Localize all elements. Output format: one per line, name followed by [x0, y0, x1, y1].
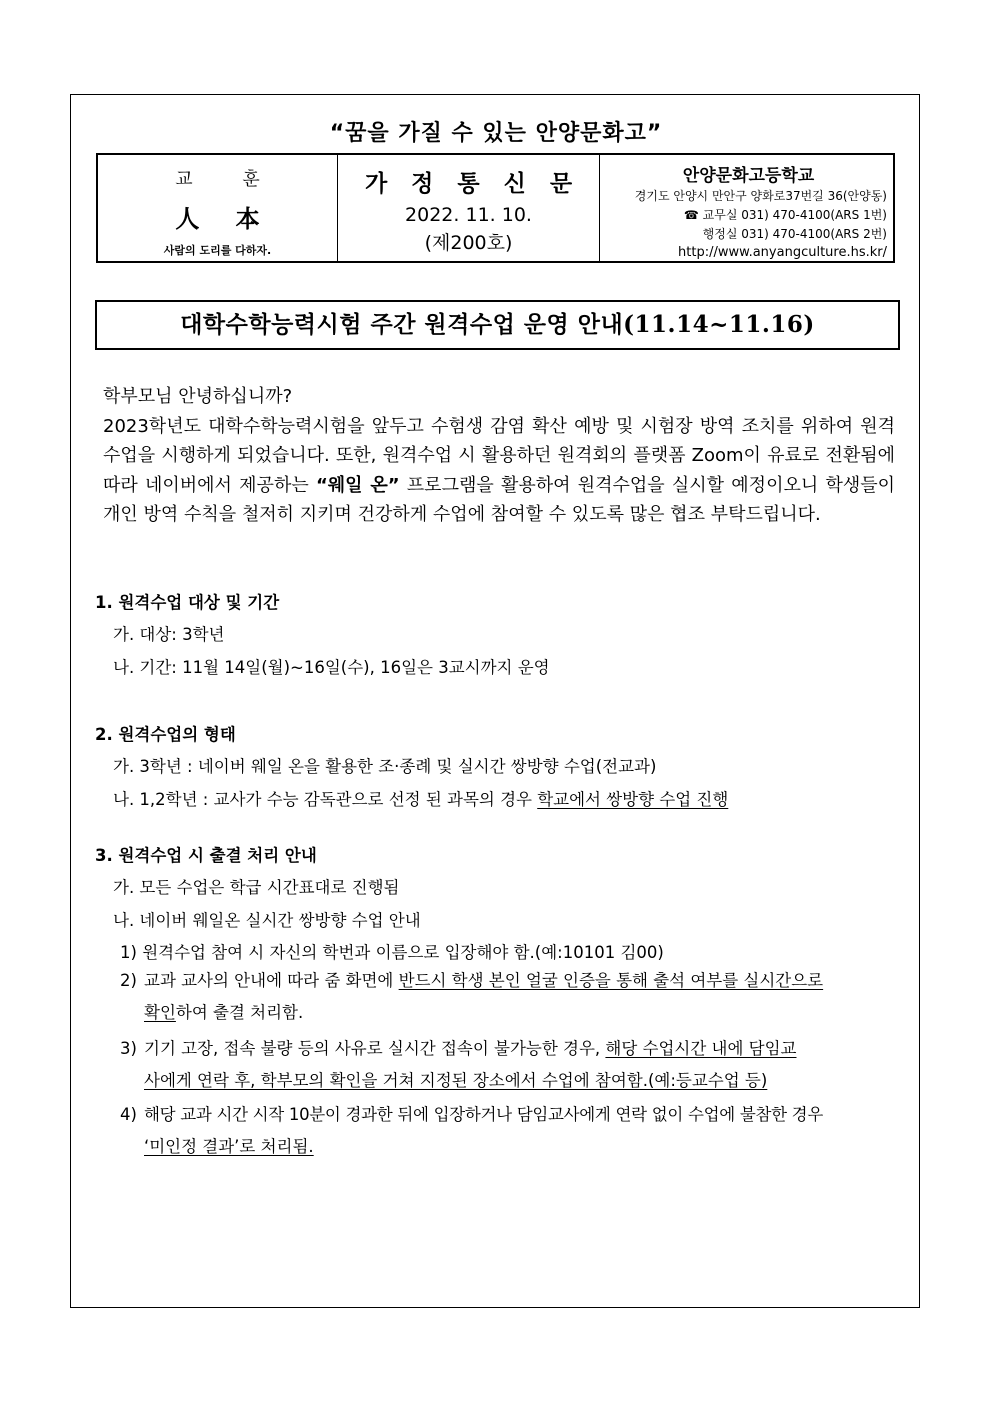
subitem-4-line2 [120, 1131, 898, 1163]
section2-item-b-underline: 학교에서 쌍방향 수업 진행 [537, 790, 729, 809]
section1-item-a: 가. 대상: 3학년 [113, 625, 225, 644]
subitem-3-num: 3) [120, 1039, 137, 1058]
section2-item-a: 가. 3학년 : 네이버 웨일 온을 활용한 조·종례 및 실시간 쌍방향 수업(전교과) [113, 757, 657, 776]
document-title: 대학수학능력시험 주간 원격수업 운영 안내(11.14~11.16) [95, 300, 900, 350]
subitem-1 [120, 939, 664, 963]
subitem-2-line2 [120, 997, 898, 1029]
newsletter-date: 2022. 11. 10. [405, 204, 532, 226]
subitem-4-pre: 해당 교과 시간 시작 10분이 경과한 뒤에 입장하거나 담임교사에게 연락 없이 수업에 불참한 경우 [144, 1105, 823, 1124]
motto-subtitle: 사람의 도리를 다하자. [163, 244, 272, 257]
motto: 人 本 [175, 204, 274, 233]
subitem-2-line1 [120, 965, 898, 997]
subitem-2-pre: 교과 교사의 안내에 따라 줌 화면에 [144, 971, 399, 990]
letterhead [96, 153, 895, 263]
motto-label: 교 훈 [175, 169, 282, 190]
phone-admin: 행정실 031) 470-4100(ARS 2번) [702, 227, 887, 241]
subitem-2-underline2: 확인 [144, 1003, 176, 1022]
subitem-3-underline2: 사에게 연락 후, 학부모의 확인을 거쳐 지정된 장소에서 수업에 참여함.(예:등교수업 등) [144, 1071, 768, 1090]
section-heading-2: 2. 원격수업의 형태 [95, 725, 236, 744]
subitem-3-pre: 기기 고장, 접속 불량 등의 사유로 실시간 접속이 불가능한 경우, [144, 1039, 606, 1058]
phone-office: ☎ 교무실 031) 470-4100(ARS 1번) [683, 208, 887, 222]
school-info-cell [600, 155, 893, 261]
section1-item-b: 나. 기간: 11월 14일(월)~16일(수), 16일은 3교시까지 운영 [113, 658, 550, 677]
newsletter-title: 가 정 통 신 문 [364, 171, 581, 197]
intro-paragraph-part1: 2023학년도 대학수학능력시험을 앞두고 수험생 감염 확산 예방 및 시험장 방역 조치를 위하여 원격수업을 시행하게 되었습니다. 또한, 원격수업 시 활용하던 원격회의 플랫폼 Zoom이 유료로 전환됨에 따라 네이버에서 제공하는 [103, 415, 895, 496]
subitem-4-num: 4) [120, 1105, 137, 1124]
subitem-1-num: 1) [120, 943, 137, 962]
intro-paragraph-part2: 프로그램을 활용하여 원격수업을 실시할 예정이오니 학생들이 개인 방역 수칙을 철저히 지키며 건강하게 수업에 참여할 수 있도록 많은 협조 부탁드립니다. [103, 474, 896, 525]
section-heading-1: 1. 원격수업 대상 및 기간 [95, 593, 280, 612]
greeting: 학부모님 안녕하십니까? [103, 386, 293, 407]
section3-item-b: 나. 네이버 웨일온 실시간 쌍방향 수업 안내 [113, 911, 421, 930]
school-slogan: “꿈을 가질 수 있는 안양문화고” [329, 121, 663, 146]
newsletter-cell [338, 155, 600, 261]
motto-cell [98, 155, 338, 261]
whale-on-highlight: “웨일 온” [315, 474, 400, 496]
subitem-4 [120, 1099, 898, 1163]
subitem-4-line1 [120, 1099, 898, 1131]
newsletter-issue: (제200호) [424, 232, 513, 254]
subitem-2-num: 2) [120, 971, 137, 990]
school-address: 경기도 안양시 만안구 양화로37번길 36(안양동) [634, 189, 887, 203]
section2-item-b [113, 786, 728, 810]
subitem-3-line2 [120, 1065, 898, 1097]
subitem-1-text: 원격수업 참여 시 자신의 학번과 이름으로 입장해야 함.(예:10101 김00) [142, 943, 664, 962]
section2-item-b-text: 나. 1,2학년 : 교사가 수능 감독관으로 선정 된 과목의 경우 [113, 790, 538, 809]
section-heading-3: 3. 원격수업 시 출결 처리 안내 [95, 846, 317, 865]
subitem-2 [120, 965, 898, 1029]
section3-item-a: 가. 모든 수업은 학급 시간표대로 진행됨 [113, 878, 400, 897]
subitem-2-post: 하여 출결 처리함. [175, 1003, 304, 1022]
subitem-4-underline: ‘미인정 결과’로 처리됨. [144, 1137, 314, 1156]
school-name: 안양문화고등학교 [682, 166, 815, 186]
subitem-3-line1 [120, 1033, 898, 1065]
subitem-3 [120, 1033, 898, 1097]
school-website-link[interactable]: http://www.anyangculture.hs.kr/ [678, 245, 887, 260]
subitem-3-underline1: 해당 수업시간 내에 담임교 [605, 1039, 797, 1058]
intro-text [103, 382, 895, 530]
intro-paragraph [103, 412, 895, 530]
subitem-2-underline1: 반드시 학생 본인 얼굴 인증을 통해 출석 여부를 실시간으로 [398, 971, 824, 990]
